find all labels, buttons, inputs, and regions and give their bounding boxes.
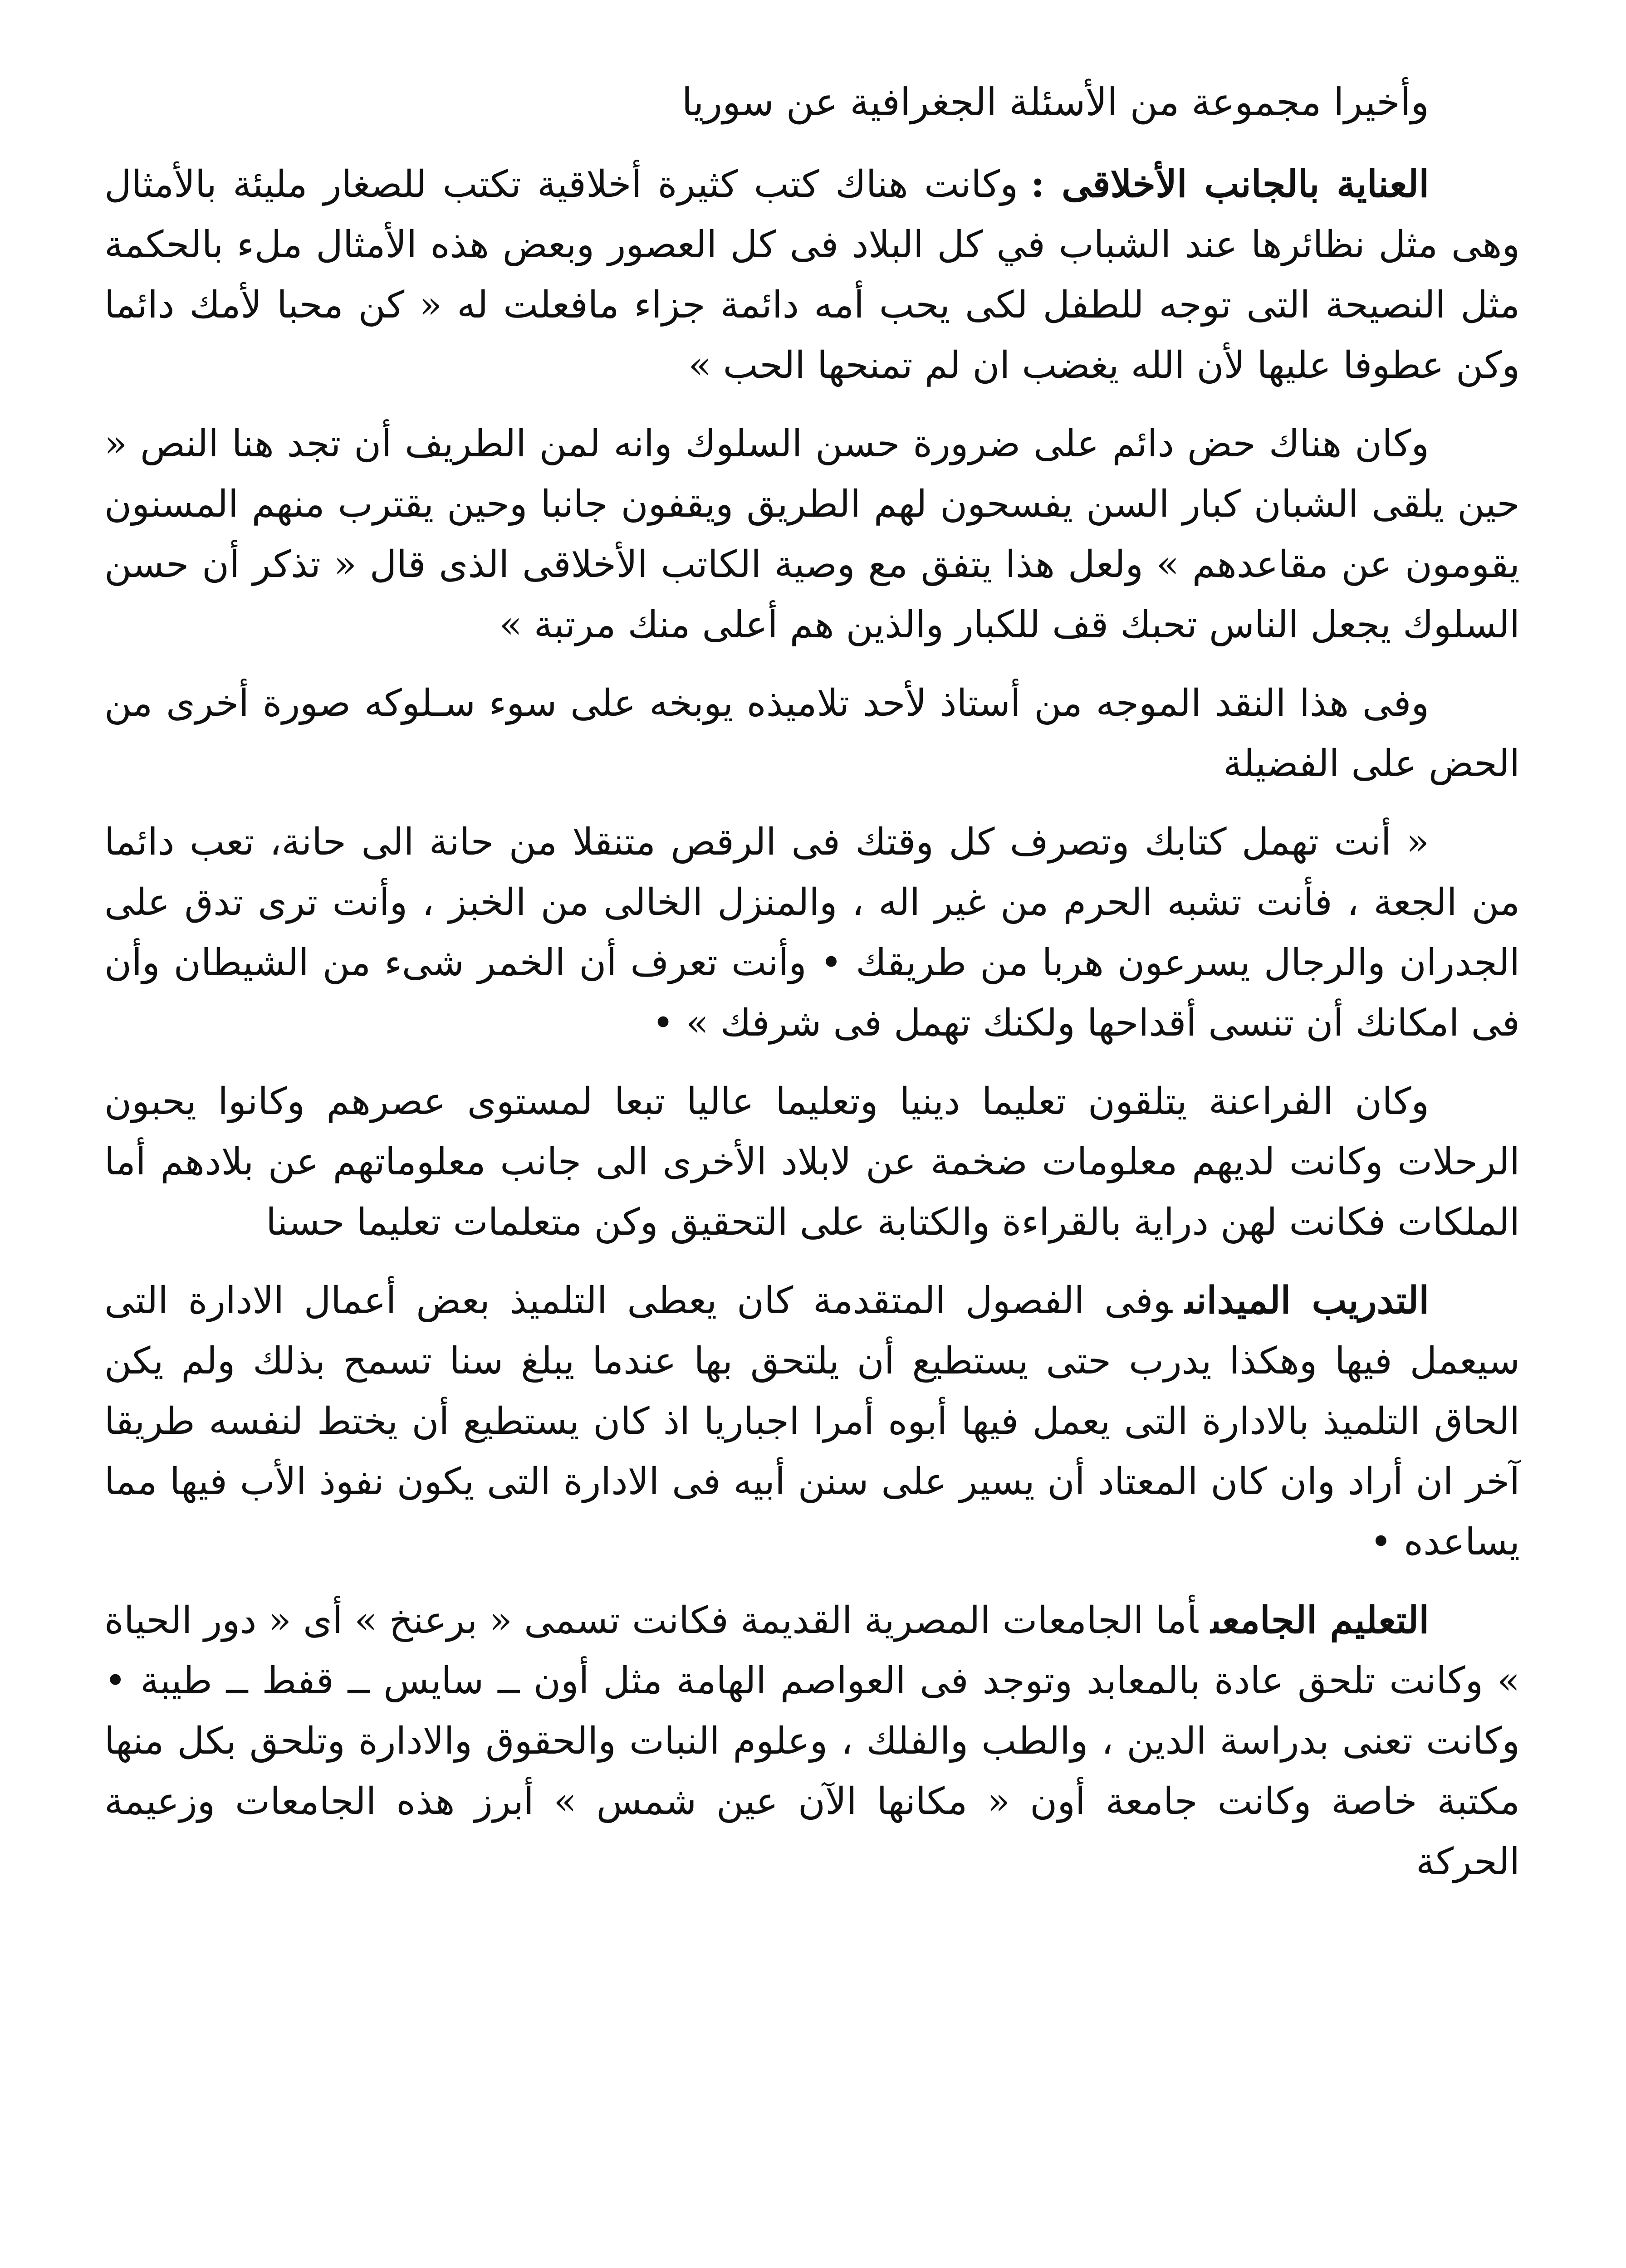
paragraph-field-training <box>104 1271 1520 1572</box>
paragraph-text: وكان الفراعنة يتلقون تعليما دينيا وتعليما عاليا تبعا لمستوى عصرهم وكانوا يحبون الرحلات وكانت لديهم معلومات ضخمة عن لابلاد الأخرى الى جانب معلوماتهم عن بلادهم أما الملكات فكانت لهن دراية بالقراءة والكتابة على التحقيق وكن متعلمات تعليما حسنا <box>104 1080 1520 1244</box>
paragraph-teacher-criticism <box>104 673 1520 794</box>
intro-line: وأخيرا مجموعة من الأسئلة الجغرافية عن سوريا <box>681 80 1429 124</box>
paragraph-text: « أنت تهمل كتابك وتصرف كل وقتك فى الرقص متنقلا من حانة الى حانة، تعب دائما من الجعة ، فأنت تشبه الحرم من غير اله ، والمنزل الخالى من الخبز ، وأنت ترى تدق على الجدران والرجال يسرعون هربا من طريقك • وأنت تعرف أن الخمر شىء من الشيطان وأن فى امكانك أن تنسى أقداحها ولكنك تهمل فى شرفك » • <box>104 821 1520 1045</box>
paragraph-text: وكان هناك حض دائم على ضرورة حسن السلوك وانه لمن الطريف أن تجد هنا النص « حين يلقى الشبان كبار السن يفسحون لهم الطريق ويقفون جانبا وحين يقترب منهم المسنون يقومون عن مقاعدهم » ولعل هذا يتفق مع وصية الكاتب الأخلاقى الذى قال « تذكر أن حسن السلوك يجعل الناس تحبك قف للكبار والذين هم أعلى منك مرتبة » <box>104 422 1520 646</box>
paragraph-text: أما الجامعات المصرية القديمة فكانت تسمى « برعنخ » أى « دور الحياة » وكانت تلحق عادة بالمعابد وتوجد فى العواصم الهامة مثل أون ــ سايس ــ قفط ــ طيبة • وكانت تعنى بدراسة الدين ، والطب والفلك ، وعلوم النبات والحقوق والادارة وتلحق بكل منها مكتبة خاصة وكانت جامعة أون « مكانها الآن عين شمس » أبرز هذه الجامعات وزعيمة الحركة <box>104 1599 1520 1883</box>
paragraph-heading: العناية بالجانب الأخلاقى : <box>1030 162 1430 206</box>
paragraph-text: وفى الفصول المتقدمة كان يعطى التلميذ بعض أعمال الادارة التى سيعمل فيها وهكذا يدرب حتى يستطيع أن يلتحق بها عندما يبلغ سنا تسمح بذلك ولم يكن الحاق التلميذ بالادارة التى يعمل فيها أبوه أمرا اجباريا اذ كان يستطيع أن يختط لنفسه طريقا آخر ان أراد وان كان المعتاد أن يسير على سنن أبيه فى الادارة التى يكون نفوذ الأب فيها مما يساعده • <box>104 1279 1520 1564</box>
paragraph-text: وفى هذا النقد الموجه من أستاذ لأحد تلاميذه يوبخه على سوء سـلوكه صورة أخرى من الحض على الفضيلة <box>104 682 1520 785</box>
paragraph-heading: التدريب الميدانى <box>1185 1279 1429 1322</box>
paragraph-text: وكانت هناك كتب كثيرة أخلاقية تكتب للصغار مليئة بالأمثال وهى مثل نظائرها عند الشباب في كل البلاد فى كل العصور وبعض هذه الأمثال ملء بالحكمة مثل النصيحة التى توجه للطفل لكى يحب أمه دائمة جزاء مافعلت له « كن محبا لأمك دائما وكن عطوفا عليها لأن الله يغضب ان لم تمنحها الحب » <box>104 163 1520 387</box>
document-page <box>104 68 1520 2268</box>
paragraph-heading: التعليم الجامعى <box>1210 1598 1429 1642</box>
paragraph-quotation <box>104 812 1520 1053</box>
paragraph-good-conduct <box>104 414 1520 655</box>
paragraph-moral-education <box>104 154 1520 396</box>
paragraph-pharaohs-education <box>104 1071 1520 1252</box>
paragraph-university-education <box>104 1590 1520 1892</box>
